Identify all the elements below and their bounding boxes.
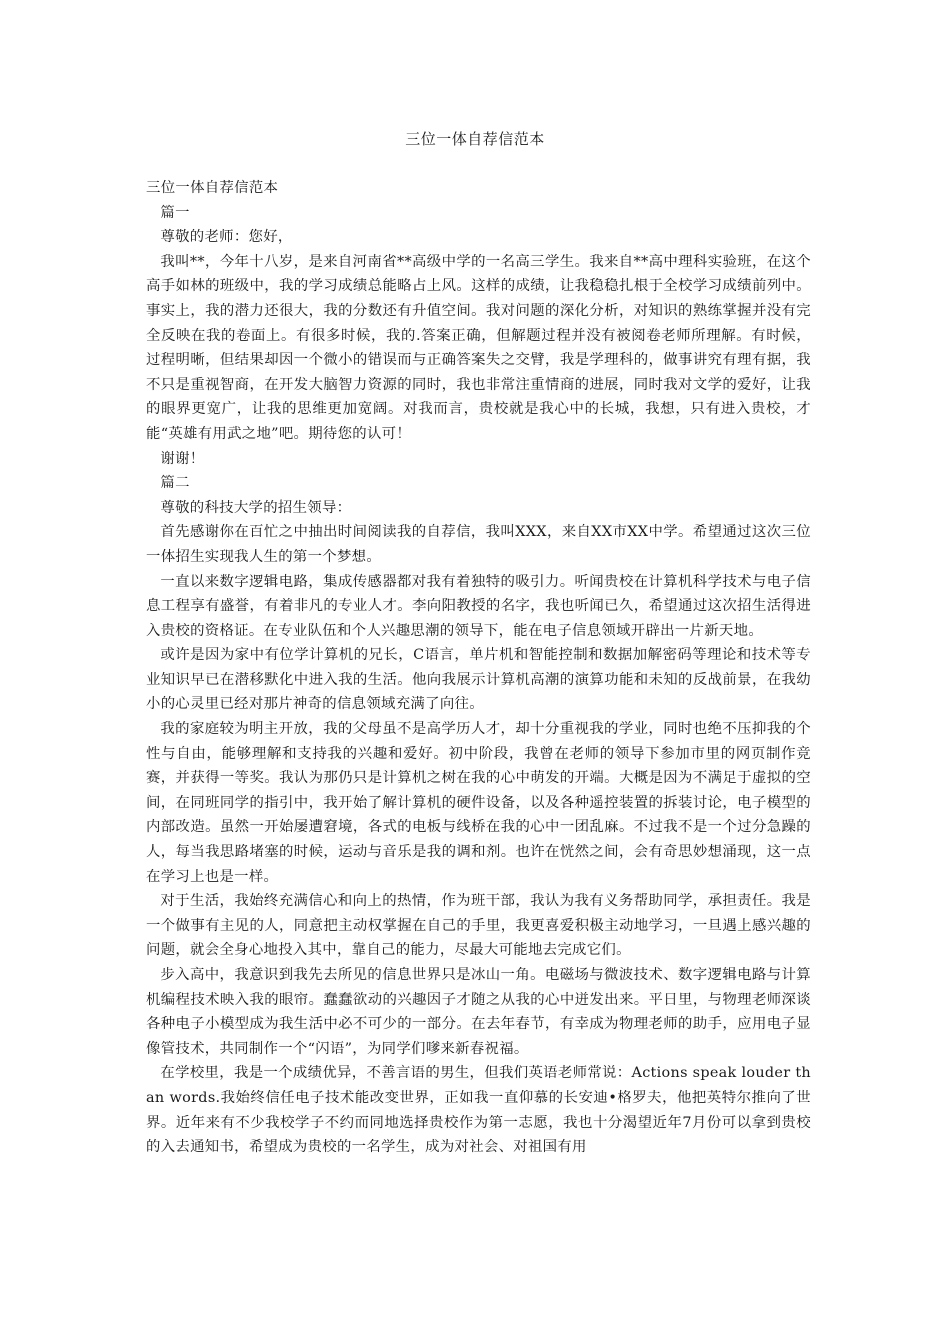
paragraph: 步入高中，我意识到我先去所见的信息世界只是冰山一角。电磁场与微波技术、数字逻辑电路与计算机编程技术映入我的眼帘。蠢蠢欲动的兴趣因子才随之从我的心中迸发出来。平日里，与物理老师深谈各种电子小模型成为我生活中必不可少的一部分。在去年春节，有幸成为物理老师的助手，应用电子显像管技术，共同制作一个“闪语”，为同学们嗲来新春祝福。 <box>146 967 811 1057</box>
paragraph: 尊敬的老师：您好， <box>160 229 293 246</box>
paragraph: 谢谢！ <box>160 450 205 467</box>
document-body <box>146 176 811 1160</box>
paragraph: 一直以来数字逻辑电路，集成传感器都对我有着独特的吸引力。听闻贵校在计算机科学技术与电子信息工程享有盛誉，有着非凡的专业人才。李向阳教授的名字，我也听闻已久，希望通过这次招生活得进入贵校的资格证。在专业队伍和个人兴趣思潮的领导下，能在电子信息领域开辟出一片新天地。 <box>146 573 811 639</box>
paragraph: 我的家庭较为明主开放，我的父母虽不是高学历人才，却十分重视我的学业，同时也绝不压抑我的个性与自由，能够理解和支持我的兴趣和爱好。初中阶段，我曾在老师的领导下参加市里的网页制作竞赛，并获得一等奖。我认为那仍只是计算机之树在我的心中萌发的开端。大概是因为不满足于虚拟的空间，在同班同学的指引中，我开始了解计算机的硬件设备，以及各种遥控装置的拆装讨论，电子模型的内部改造。虽然一开始屡遭窘境，各式的电板与线桥在我的心中一团乱麻。不过我不是一个过分急躁的人，每当我思路堵塞的时候，运动与音乐是我的调和剂。也许在恍然之间，会有奇思妙想涌现，这一点在学习上也是一样。 <box>146 721 811 885</box>
paragraph: 尊敬的科技大学的招生领导： <box>160 499 352 516</box>
paragraph: 对于生活，我始终充满信心和向上的热情，作为班干部，我认为我有义务帮助同学，承担责任。我是一个做事有主见的人，同意把主动权掌握在自己的手里，我更喜爱积极主动地学习，一旦遇上感兴趣的问题，就会全身心地投入其中，靠自己的能力，尽最大可能地去完成它们。 <box>146 893 811 959</box>
paragraph: 篇一 <box>160 204 190 221</box>
paragraph: 在学校里，我是一个成绩优异，不善言语的男生，但我们英语老师常说：Actions speak louder than words.我始终信任电子技术能改变世界，正如我一直仰慕的长安迪•格罗夫，他把英特尔推向了世界。近年来有不少我校学子不约而同地选择贵校作为第一志愿，我也十分渴望近年7月份可以拿到贵校的入去通知书，希望成为贵校的一名学生，成为对社会、对祖国有用 <box>146 1065 811 1156</box>
paragraph: 篇二 <box>160 475 190 492</box>
paragraph: 或许是因为家中有位学计算机的兄长，C语言，单片机和智能控制和数据加解密码等理论和技术等专业知识早已在潜移默化中进入我的生活。他向我展示计算机高潮的演算功能和未知的反战前景，在我幼小的心灵里已经对那片神奇的信息领域充满了向往。 <box>146 647 811 713</box>
paragraph: 首先感谢你在百忙之中抽出时间阅读我的自荐信，我叫XXX，来自XX市XX中学。希望通过这次三位一体招生实现我人生的第一个梦想。 <box>146 524 811 565</box>
document-heading: 三位一体自荐信范本 <box>146 180 279 196</box>
paragraph: 我叫**，今年十八岁，是来自河南省**高级中学的一名高三学生。我来自**高中理科实验班，在这个高手如林的班级中，我的学习成绩总能略占上风。这样的成绩，让我稳稳扎根于全校学习成绩前列中。事实上，我的潜力还很大，我的分数还有升值空间。我对问题的深化分析，对知识的熟练掌握并没有完全反映在我的卷面上。有很多时候，我的.答案正确，但解题过程并没有被阅卷老师所理解。有时候，过程明晰，但结果却因一个微小的错误而与正确答案失之交臂，我是学理科的，做事讲究有理有据，我不只是重视智商，在开发大脑智力资源的同时，我也非常注重情商的进展，同时我对文学的爱好，让我的眼界更宽广，让我的思维更加宽阔。对我而言，贵校就是我心中的长城，我想，只有进入贵校，才能“英雄有用武之地”吧。期待您的认可！ <box>146 253 811 442</box>
page-title: 三位一体自荐信范本 <box>405 130 545 148</box>
